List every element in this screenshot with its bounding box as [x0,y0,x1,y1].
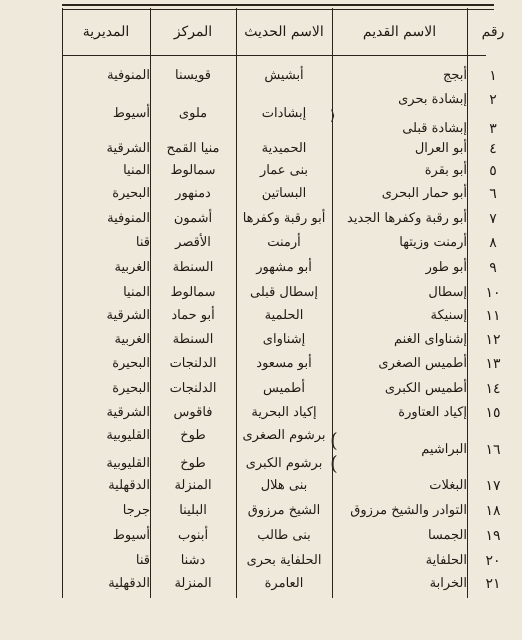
row-number: ١ [489,67,497,84]
mudiriya-cell: الغربية [114,260,150,275]
table-row [0,182,522,205]
markaz-cell: أبو حماد [171,308,215,323]
old-name-cell: أبو بقرة [424,163,467,178]
mudiriya-cell: المنيا [123,163,150,178]
row-number: ٢٠ [485,552,501,569]
table-row [0,207,522,230]
table-row [0,281,522,304]
modern-name-cell: أبو مشهور [256,260,312,275]
row-number: ٤ [489,140,497,157]
mudiriya-cell: قنا [135,553,150,568]
markaz-cell: أشمون [173,211,213,226]
table-row [0,377,522,400]
row-number [467,452,519,475]
table-row [0,474,522,497]
old-name-cell: أطميس الكبرى [384,381,467,396]
modern-name-cell: برشوم الصغرى [242,428,326,443]
old-name-cell: الجمسا [427,528,467,543]
old-name-cell: إبشادة بحرى [398,92,467,107]
modern-name-cell: إشناواى [262,332,306,347]
table-row [0,304,522,327]
table-row [0,231,522,254]
header-old-name: الاسم القديم [362,24,437,40]
table-row [0,328,522,351]
mudiriya-cell: أسيوط [112,106,150,121]
old-name-cell: إسنيكة [430,308,467,323]
markaz-cell: المنزلة [174,576,212,591]
table-row [0,401,522,424]
old-name-cell: التوادر والشيخ مرزوق [350,503,467,518]
markaz-cell: طوخ [180,456,206,471]
table-row [0,352,522,375]
modern-name-cell: الحلمية [264,308,304,323]
mudiriya-cell: المنيا [123,285,150,300]
row-number: ٧ [489,210,497,227]
table-row [0,256,522,279]
row-number: ٢١ [485,575,501,592]
old-name-cell: أبو رقبة وكفرها الجديد [347,211,467,226]
mudiriya-cell: البحيرة [112,356,150,371]
bracket-mark: ( [330,428,338,452]
row-number: ٩ [489,259,497,276]
modern-name-cell: أطميس [263,381,305,396]
markaz-cell: المنزلة [174,478,212,493]
row-number: ١٦ [485,441,501,458]
header-rule [62,55,486,56]
header-markaz: المركز [173,24,213,40]
modern-name-cell: الشيخ مرزوق [247,503,321,518]
bracket-mark: ⟩ [330,108,336,124]
mudiriya-cell: البحيرة [112,381,150,396]
header-number: رقم [481,24,505,40]
modern-name-cell: إسطال قبلى [250,285,318,300]
old-name-cell: أبو العرال [414,141,467,156]
old-name-cell: إشناواى الغنم [393,332,467,347]
markaz-cell: الدلنجات [169,381,217,396]
modern-name-cell: أبو مسعود [256,356,312,371]
mudiriya-cell: القليوبية [106,456,150,471]
modern-name-cell: البساتين [261,186,307,201]
mudiriya-cell: الغربية [114,332,150,347]
modern-name-cell: إكياد البحرية [251,405,317,420]
table-row [0,137,522,160]
mudiriya-cell: الشرقية [106,141,150,156]
mudiriya-cell: الدقهلية [108,576,150,591]
row-number: ١٧ [485,477,501,494]
modern-name-cell: بنى عمار [259,163,309,178]
table-row [0,572,522,595]
row-number: ١٥ [485,404,501,421]
old-name-cell: إسطال [428,285,467,300]
modern-name-cell: برشوم الكبرى [245,456,323,471]
table-row [0,159,522,182]
bracket-mark: ( [330,451,338,475]
markaz-cell: دمنهور [175,186,211,201]
mudiriya-cell: القليوبية [106,428,150,443]
modern-name-cell: أرمنت [267,235,301,250]
modern-name-cell: الحلفاية بحرى [246,553,322,568]
modern-name-cell: أبو رقبة وكفرها [242,211,326,226]
mudiriya-cell: الدقهلية [108,478,150,493]
modern-name-cell: العامرة [264,576,304,591]
table-row [0,524,522,547]
modern-name-cell: بنى طالب [257,528,311,543]
row-number: ١٤ [485,380,501,397]
markaz-cell: الدلنجات [169,356,217,371]
table-row [0,452,522,475]
mudiriya-cell: المنوفية [107,68,150,83]
markaz-cell: دشنا [180,553,206,568]
markaz-cell: أبنوب [177,528,209,543]
modern-name-cell: بنى هلال [260,478,308,493]
modern-name-cell: إبشادات [261,106,307,121]
markaz-cell: الأقصر [175,235,211,250]
modern-name-cell: الحميدية [261,141,307,156]
mudiriya-cell: الشرقية [106,405,150,420]
modern-name-cell: أبشيش [264,68,304,83]
markaz-cell: منيا القمح [166,141,220,156]
mudiriya-cell: المنوفية [107,211,150,226]
markaz-cell: فاقوس [173,405,213,420]
old-name-cell: الخرابة [429,576,467,591]
old-name-cell: البغلات [429,478,467,493]
markaz-cell: ملوى [178,106,208,121]
row-number: ٦ [489,185,497,202]
old-name-cell: أبو حمار البحرى [381,186,467,201]
row-number: ١٢ [485,331,501,348]
old-name-cell: إكياد العتاورة [398,405,467,420]
header-mudiriya: المديرية [82,24,130,40]
row-number: ٢ [489,91,497,108]
row-number: ١٨ [485,502,501,519]
row-number: ١٠ [485,284,501,301]
old-name-cell: أرمنت وزيتها [399,235,467,250]
row-number: ١٩ [485,527,501,544]
row-number: ١٣ [485,355,501,372]
markaz-cell: سمالوط [170,285,216,300]
markaz-cell: السنطة [172,332,214,347]
old-name-cell: أطميس الصغرى [378,356,467,371]
mudiriya-cell: الشرقية [106,308,150,323]
old-name-cell: البراشيم [421,442,467,457]
row-number: ٥ [489,162,497,179]
mudiriya-cell: قنا [135,235,150,250]
old-name-cell: أبو طور [425,260,467,275]
mudiriya-cell: جرجا [122,503,150,518]
mudiriya-cell: أسيوط [112,528,150,543]
markaz-cell: طوخ [180,428,206,443]
markaz-cell: سمالوط [170,163,216,178]
row-number: ٨ [489,234,497,251]
mudiriya-cell: البحيرة [112,186,150,201]
old-name-cell: أبجج [442,68,467,83]
row-number: ١١ [485,307,501,324]
row-number: ٣ [489,120,497,137]
markaz-cell: البلينا [179,503,207,518]
header-modern-name: الاسم الحديث [244,24,324,40]
table-row [0,499,522,522]
old-name-cell: الحلفاية [425,553,467,568]
markaz-cell: السنطة [172,260,214,275]
table-row [0,549,522,572]
old-name-cell [332,452,473,475]
old-name-cell: إبشادة قبلى [402,121,467,136]
table-row [0,64,522,87]
top-rule [62,4,494,10]
markaz-cell: قويسنا [174,68,212,83]
